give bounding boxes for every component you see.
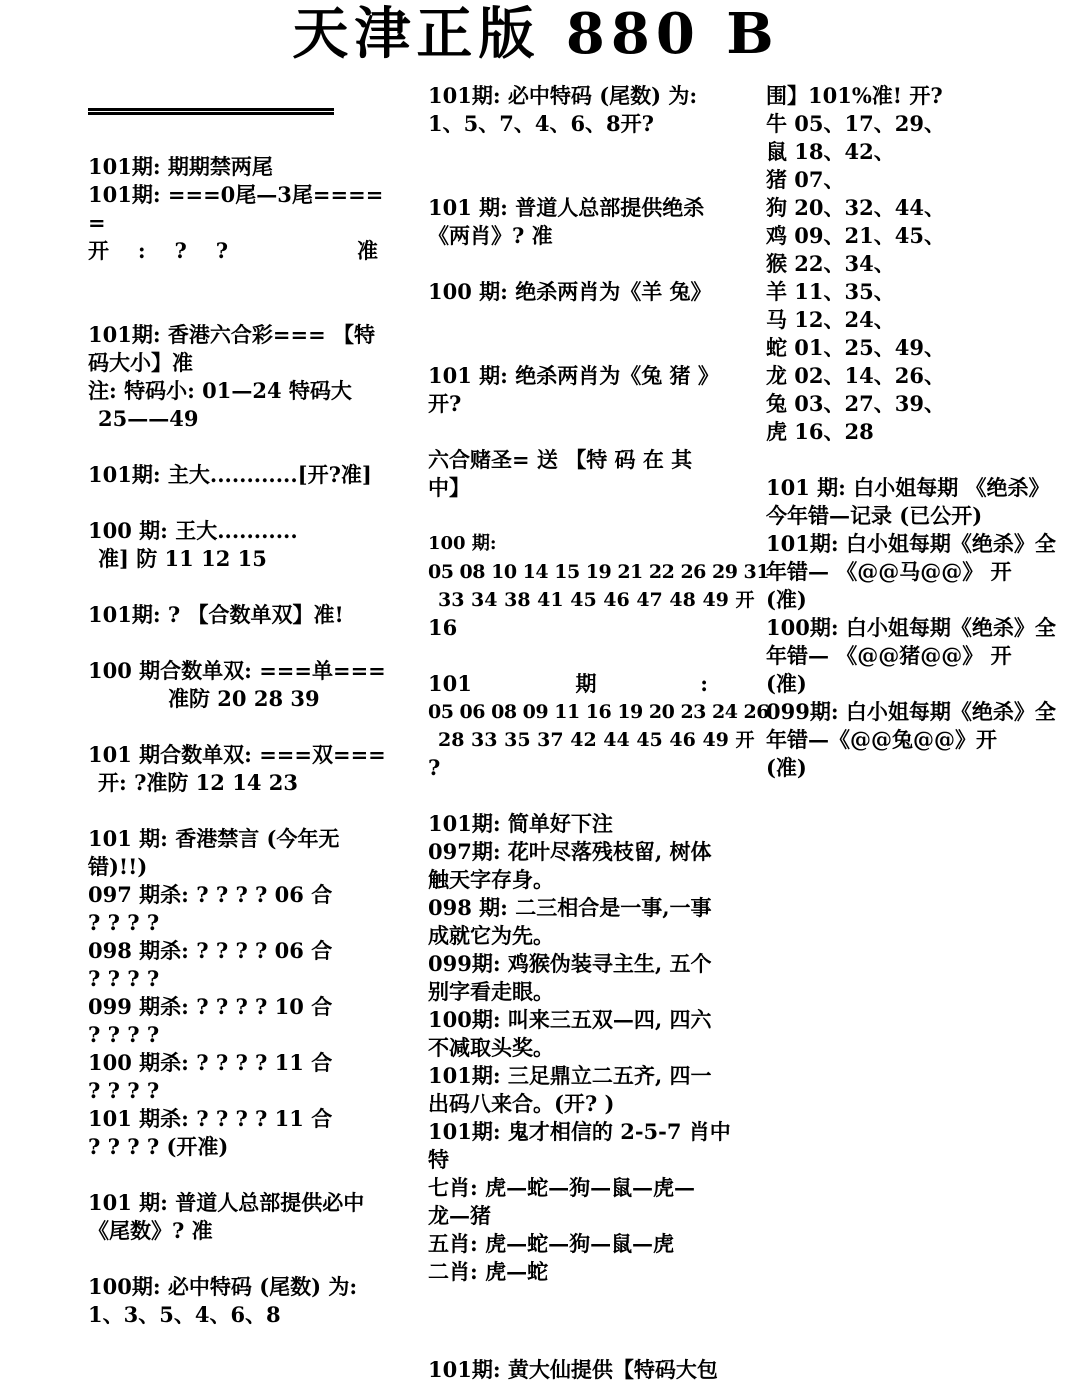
text-line: 101期: ? 【合数单双】准! [88, 602, 344, 627]
text-line: 准防 20 28 39 [168, 686, 320, 711]
zodiac-row: 猴 22、34、 [766, 251, 895, 276]
text-fragment: 开 [88, 238, 109, 263]
text-line: 101期: 黄大仙提供【特码大包 [428, 1357, 718, 1382]
text-line: 100 期杀: ? ? ? ? 11 合 [88, 1050, 333, 1075]
text-line: 101期: 期期禁两尾 [88, 154, 273, 179]
zodiac-row: 羊 11、35、 [766, 279, 895, 304]
text-line: 101期: 简单好下注 [428, 811, 613, 836]
text-fragment: 101 [428, 671, 472, 696]
text-line: 注: 特码小: 01—24 特码大 [88, 378, 352, 403]
text-line: 097 期杀: ? ? ? ? 06 合 [88, 882, 333, 907]
column-right [766, 82, 1066, 782]
text-line: 28 33 35 37 42 44 45 46 49 开 [438, 729, 755, 751]
text-fragment: 期 [575, 671, 597, 696]
text-line: ? ? ? ? (开准) [88, 1134, 229, 1159]
zodiac-row: 兔 03、27、39、 [766, 391, 945, 416]
text-line: 围】101%准! 开? [766, 83, 943, 108]
text-line: 098 期: 二三相合是一事,一事 [428, 895, 712, 920]
text-line: 《尾数》? 准 [88, 1218, 213, 1243]
text-line: 100期: 必中特码 (尾数) 为: [88, 1274, 358, 1299]
text-line: (准) [766, 587, 807, 612]
text-fragment: 准 [356, 238, 378, 263]
text-line: 101期: 香港六合彩=== 【特 [88, 322, 375, 347]
text-line: 05 08 10 14 15 19 21 22 26 29 31 [428, 561, 769, 583]
text-line: 错)!!) [88, 854, 148, 879]
text-line: 触天字存身。 [428, 867, 554, 892]
text-fragment: : [137, 238, 146, 263]
text-line: 特 [428, 1147, 449, 1172]
text-line: 《两肖》? 准 [428, 223, 553, 248]
double-rule-divider [88, 108, 334, 115]
column-middle [428, 82, 769, 1384]
text-line [428, 670, 728, 698]
text-fragment: : [700, 671, 708, 696]
text-line: 097期: 花叶尽落残枝留, 树体 [428, 839, 712, 864]
zodiac-row: 猪 07、 [766, 167, 845, 192]
text-line: ? [428, 755, 441, 780]
text-line: 年错— 《@@猪@@》 开 [766, 643, 1012, 668]
text-line: 别字看走眼。 [428, 979, 554, 1004]
zodiac-row: 马 12、24、 [766, 307, 895, 332]
text-line: 出码八来合。(开? ) [428, 1091, 615, 1116]
text-line: 100 期: 王大........... [88, 518, 298, 543]
text-line: 16 [428, 615, 458, 640]
text-line: 101 期杀: ? ? ? ? 11 合 [88, 1106, 333, 1131]
text-line: 101期: 鬼才相信的 2-5-7 肖中 [428, 1119, 731, 1144]
text-line: 101 期: 白小姐每期 《绝杀》 [766, 475, 1050, 500]
zodiac-row: 龙 02、14、26、 [766, 363, 945, 388]
text-line [88, 237, 388, 265]
text-line: 099期: 白小姐每期《绝杀》全 [766, 699, 1056, 724]
text-line: 六合赌圣= 送 【特 码 在 其 [428, 447, 693, 472]
text-line: 七肖: 虎—蛇—狗—鼠—虎— [428, 1175, 696, 1200]
text-line: 33 34 38 41 45 46 47 48 49 开 [438, 589, 755, 611]
text-line: 五肖: 虎—蛇—狗—鼠—虎 [428, 1231, 675, 1256]
text-fragment: ? [174, 238, 187, 263]
text-line: 101期: 必中特码 (尾数) 为: [428, 83, 698, 108]
text-line: 101期: ===0尾—3尾==== [88, 182, 384, 207]
text-line: 100 期: [428, 533, 497, 554]
text-line: 100 期合数单双: ===单=== [88, 658, 386, 683]
text-line: 099 期杀: ? ? ? ? 10 合 [88, 994, 333, 1019]
text-line: 101期: 白小姐每期《绝杀》全 [766, 531, 1056, 556]
zodiac-row: 牛 05、17、29、 [766, 111, 945, 136]
text-line: 099期: 鸡猴伪装寻主生, 五个 [428, 951, 712, 976]
text-line: 101期: 主大............[开?准] [88, 462, 372, 487]
text-line: 101 期: 普道人总部提供必中 [88, 1190, 365, 1215]
zodiac-row: 鼠 18、42、 [766, 139, 895, 164]
text-line: 码大小】准 [88, 350, 193, 375]
text-line: 年错— 《@@马@@》 开 [766, 559, 1012, 584]
text-line: 今年错—记录 (已公开) [766, 503, 983, 528]
text-line: ? ? ? ? [88, 966, 160, 991]
text-line: 100 期: 绝杀两肖为《羊 兔》 [428, 279, 712, 304]
text-line: 龙—猪 [428, 1203, 491, 1228]
text-line: 中】 [428, 475, 470, 500]
text-line: (准) [766, 671, 807, 696]
zodiac-row: 鸡 09、21、45、 [766, 223, 945, 248]
text-fragment: ? [215, 238, 229, 263]
text-line: 098 期杀: ? ? ? ? 06 合 [88, 938, 333, 963]
text-line: 准] 防 11 12 15 [98, 546, 267, 571]
text-line: ? ? ? ? [88, 1078, 160, 1103]
zodiac-row: 狗 20、32、44、 [766, 195, 945, 220]
text-line: 1、3、5、4、6、8 [88, 1302, 281, 1327]
text-line: 101 期合数单双: ===双=== [88, 742, 386, 767]
text-line: 25——49 [98, 406, 199, 431]
text-line: 二肖: 虎—蛇 [428, 1259, 549, 1284]
page-title: 天津正版 880 B [292, 1, 780, 67]
text-line: ? ? ? ? [88, 1022, 160, 1047]
text-line: 101 期: 绝杀两肖为《兔 猪 》 [428, 363, 719, 388]
text-line: 不减取头奖。 [428, 1035, 554, 1060]
zodiac-row: 虎 16、28 [766, 419, 874, 444]
text-line: 开? [428, 391, 462, 416]
text-line: 101期: 三足鼎立二五齐, 四一 [428, 1063, 712, 1088]
text-line: 101 期: 香港禁言 (今年无 [88, 826, 340, 851]
text-line: 100期: 叫来三五双—四, 四六 [428, 1007, 712, 1032]
column-left [88, 82, 388, 1329]
text-line: 100期: 白小姐每期《绝杀》全 [766, 615, 1056, 640]
zodiac-row: 蛇 01、25、49、 [766, 335, 945, 360]
text-line: 年错—《@@兔@@》开 [766, 727, 997, 752]
text-line: 成就它为先。 [428, 923, 554, 948]
text-line: (准) [766, 755, 807, 780]
text-line: ? ? ? ? [88, 910, 160, 935]
text-line: 05 06 08 09 11 16 19 20 23 24 26 [428, 701, 769, 723]
text-line: = [88, 210, 106, 235]
text-line: 开: ?准防 12 14 23 [98, 770, 298, 795]
text-line: 101 期: 普道人总部提供绝杀 [428, 195, 705, 220]
text-line: 1、5、7、4、6、8开? [428, 111, 654, 136]
